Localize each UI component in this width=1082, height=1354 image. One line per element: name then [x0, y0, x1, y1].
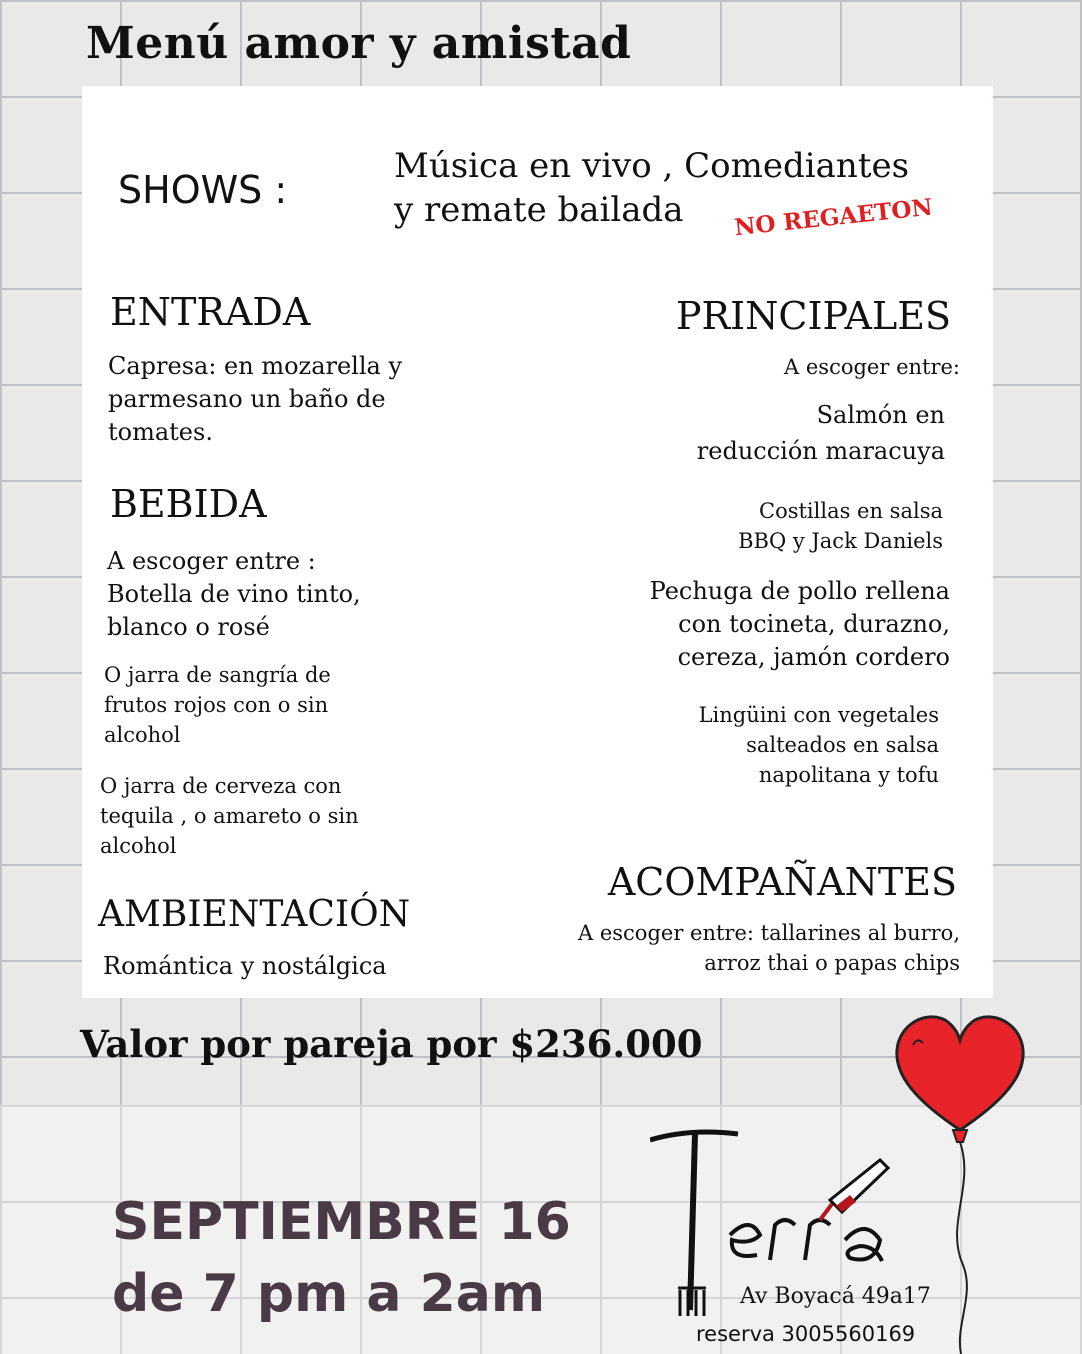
principales-heading: PRINCIPALES: [675, 294, 951, 338]
shows-line-2: y remate bailada: [394, 190, 684, 230]
bebida-cerveza: O jarra de cerveza con tequila , o amareto o sin alcohol: [100, 774, 359, 858]
entrada-heading: ENTRADA: [110, 290, 311, 334]
event-time: de 7 pm a 2am: [112, 1264, 546, 1324]
event-date: SEPTIEMBRE 16: [112, 1192, 571, 1252]
ambientacion-heading: AMBIENTACIÓN: [98, 894, 411, 935]
ambientacion-text: Romántica y nostálgica: [103, 952, 387, 980]
bebida-text: A escoger entre : Botella de vino tinto, blanco o rosé: [107, 547, 361, 641]
price-text: Valor por pareja por $236.000: [80, 1022, 703, 1066]
acompanantes-text: A escoger entre: tallarines al burro, arroz thai o papas chips: [578, 921, 960, 975]
dish-pechuga: Pechuga de pollo rellena con tocineta, durazno, cereza, jamón cordero: [649, 577, 950, 671]
bebida-heading: BEBIDA: [110, 482, 267, 526]
menu-card: [82, 86, 993, 998]
page-title: Menú amor y amistad: [86, 18, 632, 69]
dish-salmon: Salmón en reducción maracuya: [696, 401, 945, 465]
wine-bottle-icon: [830, 1160, 888, 1212]
dish-linguini: Lingüini con vegetales salteados en salsa napolitana y tofu: [698, 703, 939, 787]
entrada-text: Capresa: en mozarella y parmesano un baño de tomates.: [108, 352, 403, 446]
address: Av Boyacá 49a17: [740, 1284, 931, 1309]
no-regaeton-note: NO REGAETON: [733, 193, 934, 242]
reservation-phone: reserva 3005560169: [696, 1322, 916, 1346]
shows-line-1: Música en vivo , Comediantes: [394, 146, 910, 186]
acompanantes-heading: ACOMPAÑANTES: [607, 860, 957, 904]
bebida-sangria: O jarra de sangría de frutos rojos con o sin alcohol: [104, 663, 331, 747]
dish-costillas: Costillas en salsa BBQ y Jack Daniels: [738, 499, 943, 553]
principales-intro: A escoger entre:: [784, 355, 960, 379]
shows-label: SHOWS :: [118, 168, 288, 212]
